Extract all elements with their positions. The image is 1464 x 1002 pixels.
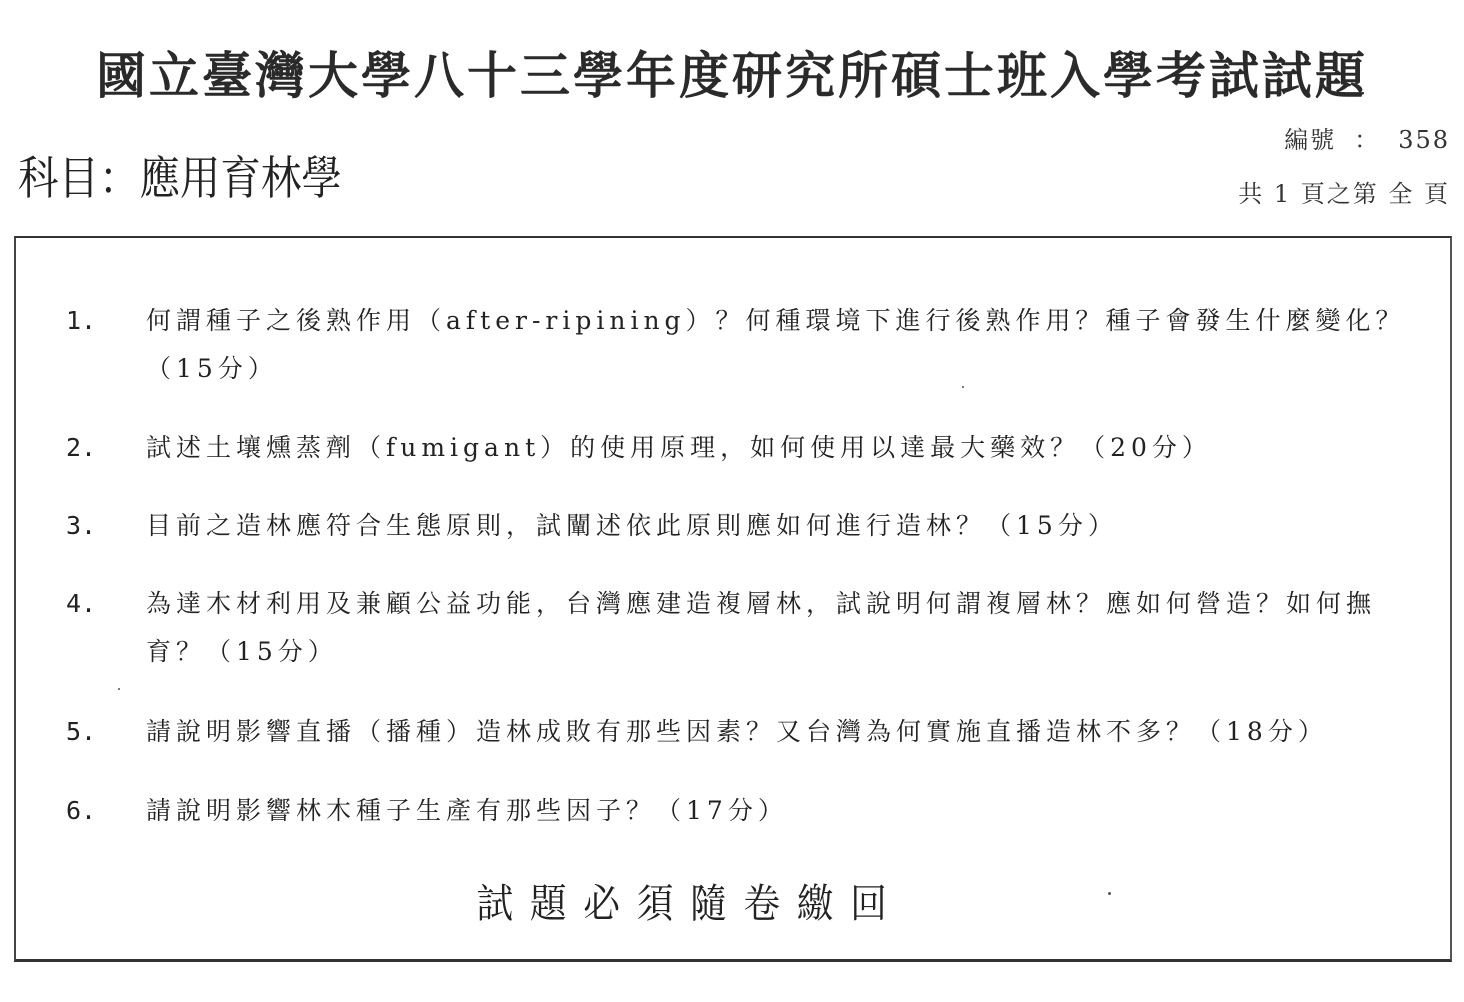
scan-speck: [118, 688, 120, 690]
question-number: 2.: [66, 433, 97, 462]
scan-speck: [1108, 892, 1111, 895]
page-info: 共 1 頁之第 全 頁: [1238, 180, 1450, 208]
exam-code-label: 編號: [1284, 126, 1337, 154]
question-text: 請說明影響林木種子生產有那些因子？（17分）: [146, 796, 788, 825]
question-text: 為達木材利用及兼顧公益功能，台灣應建造複層林，試說明何謂複層林？應如何營造？如何撫育？（15分）: [146, 589, 1377, 666]
exam-title: 國立臺灣大學八十三學年度研究所碩士班入學考試試題: [96, 46, 1368, 105]
exam-code-value: 358: [1398, 126, 1450, 154]
return-exam-note: 試題必須隨卷繳回: [476, 881, 904, 927]
exam-code: [1284, 120, 1450, 155]
question-number: 3.: [66, 511, 97, 540]
question-text: 請說明影響直播（播種）造林成敗有那些因素？又台灣為何實施直播造林不多？（18分）: [146, 717, 1328, 746]
scan-speck: [962, 386, 964, 388]
question-text: 試述土壤燻蒸劑（fumigant）的使用原理，如何使用以達最大藥效？（20分）: [146, 433, 1212, 462]
exam-code-separator: ：: [1354, 126, 1381, 154]
subject-line: 科目：應用育林學: [18, 151, 342, 205]
question-number: 1.: [66, 306, 97, 335]
question-number: 6.: [66, 796, 97, 825]
question-number: 5.: [66, 717, 97, 746]
question-text: 目前之造林應符合生態原則，試闡述依此原則應如何進行造林？（15分）: [146, 511, 1118, 540]
question-text: 何謂種子之後熟作用（after-ripining）？何種環境下進行後熟作用？種子會發生什麼變化？（15分）: [146, 306, 1406, 383]
question-number: 4.: [66, 589, 97, 618]
